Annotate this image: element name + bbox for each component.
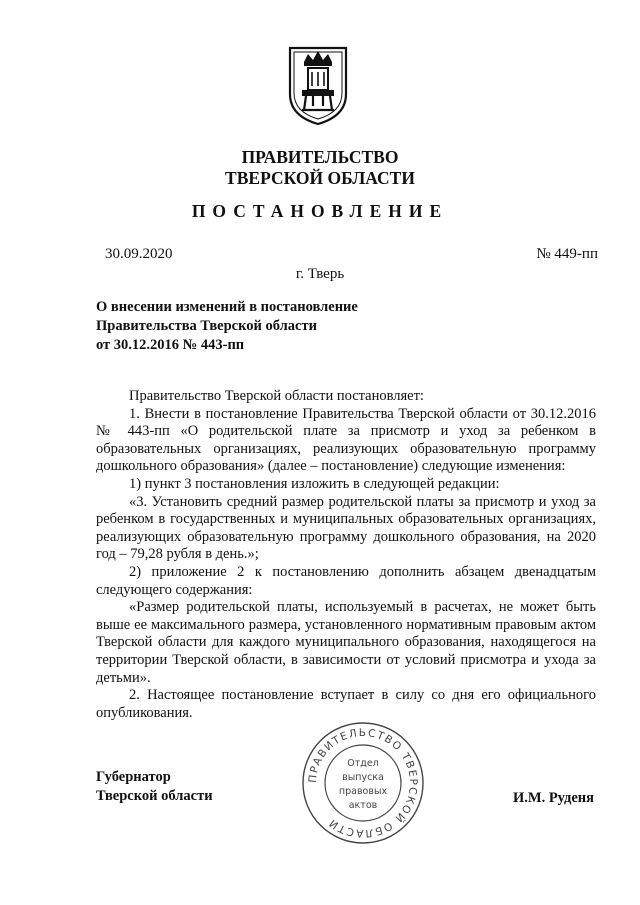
body-paragraph: «3. Установить средний размер родительской платы за присмотр и уход за ребенком в государственных и муниципальных образовательных организациях, реализующих образовательную программу дошкольного образования, на 2020 год – 79,28 рубля в день.»;	[96, 493, 596, 563]
document-number: № 449-пп	[536, 246, 598, 262]
coat-of-arms-icon	[286, 42, 350, 126]
body-paragraph: 1. Внести в постановление Правительства Тверской области от 30.12.2016 № 443-пп «О родительской плате за присмотр и уход за ребенком в образовательных организациях, реализующих образовательную программу дошкольного образования» (далее – постановление) следующие изменения:	[96, 405, 596, 475]
signer-position-line1: Губернатор	[96, 769, 171, 785]
organization-title-line1: ПРАВИТЕЛЬСТВО	[241, 147, 399, 167]
body-paragraph: Правительство Тверской области постановляет:	[129, 388, 424, 404]
body-paragraph: «Размер родительской платы, используемый в расчетах, не может быть выше ее максимального размера, установленного нормативным правовым актом Тверской области для каждого муниципального образования, находящегося на территории Тверской области, в зависимости от условий присмотра и ухода за детьми».	[96, 599, 596, 686]
signer-name: И.М. Руденя	[512, 790, 594, 806]
stamp-center-line: выпуска	[342, 772, 384, 783]
subject-line: от 30.12.2016 № 443-пп	[96, 337, 245, 353]
stamp-center-line: правовых	[338, 786, 388, 797]
document-type-heading: ПОСТАНОВЛЕНИЕ	[191, 201, 449, 221]
document-body	[96, 388, 596, 722]
document-city: г. Тверь	[295, 266, 345, 282]
stamp-center-line: Отдел	[347, 758, 379, 769]
body-paragraph: 2. Настоящее постановление вступает в силу со дня его официального опубликования.	[96, 687, 596, 721]
subject-line: Правительства Тверской области	[96, 318, 317, 334]
body-paragraph: 1) пункт 3 постановления изложить в следующей редакции:	[129, 475, 500, 492]
signer-position	[96, 768, 213, 806]
document-date: 30.09.2020	[105, 246, 173, 262]
document-subject	[96, 298, 358, 355]
signer-position-line2: Тверской области	[96, 788, 213, 804]
official-stamp-icon	[300, 720, 426, 846]
svg-text:ПРАВИТЕЛЬСТВО ТВЕРСКОЙ ОБЛАСТИ	[307, 727, 419, 839]
stamp-ring-text: ПРАВИТЕЛЬСТВО ТВЕРСКОЙ ОБЛАСТИ	[306, 726, 420, 840]
organization-title-line2: ТВЕРСКОЙ ОБЛАСТИ	[225, 168, 415, 188]
subject-line: О внесении изменений в постановление	[96, 299, 358, 315]
stamp-center-line: актов	[348, 800, 378, 811]
body-paragraph: 2) приложение 2 к постановлению дополнить абзацем двенадцатым следующего содержания:	[96, 563, 596, 598]
